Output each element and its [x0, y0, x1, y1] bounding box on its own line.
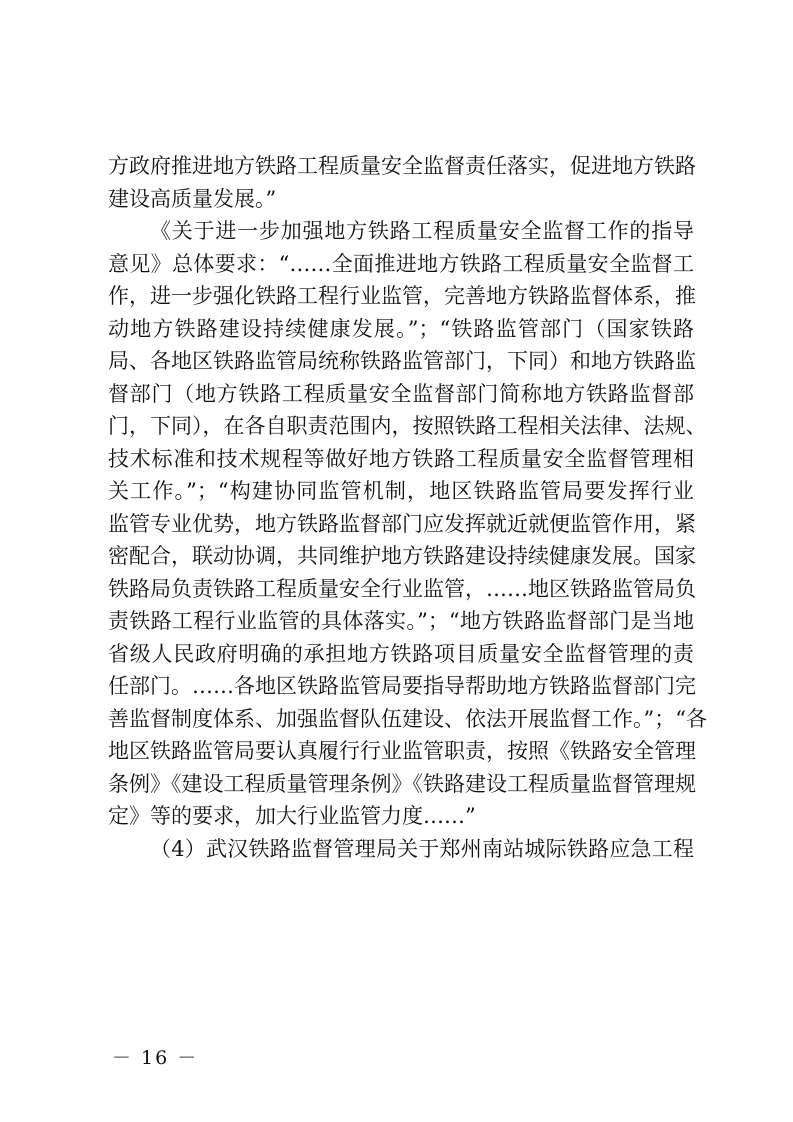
text-line: 方政府推进地方铁路工程质量安全监督责任落实，促进地方铁路 [108, 154, 696, 178]
text-line: 责铁路工程行业监管的具体落实。”；“地方铁路监督部门是当地 [108, 609, 694, 633]
body-text [108, 150, 707, 865]
text-line: 地区铁路监管局要认真履行行业监管职责，按照《铁路安全管理 [108, 739, 696, 763]
text-line: 定》等的要求，加大行业监管力度……” [108, 804, 476, 828]
text-line: 技术标准和技术规程等做好地方铁路工程质量安全监督管理相 [108, 446, 694, 471]
text-line: （4）武汉铁路监督管理局关于郑州南站城际铁路应急工程 [150, 836, 694, 861]
text-line: 铁路局负责铁路工程质量安全行业监管，……地区铁路监管局负 [108, 576, 696, 601]
text-line: 《关于进一步加强地方铁路工程质量安全监督工作的指导 [150, 219, 694, 243]
text-line: 督部门（地方铁路工程质量安全监督部门简称地方铁路监督部 [108, 381, 694, 406]
text-line: 省级人民政府明确的承担地方铁路项目质量安全监督管理的责 [108, 641, 694, 666]
text-line: 条例》《建设工程质量管理条例》《铁路建设工程质量监督管理规 [108, 771, 696, 796]
page-number: － 16 － [112, 1047, 199, 1069]
text-line: 任部门。……各地区铁路监管局要指导帮助地方铁路监督部门完 [108, 674, 696, 698]
text-line: 动地方铁路建设持续健康发展。”；“铁路监管部门（国家铁路 [108, 316, 694, 341]
text-line: 关工作。”；“构建协同监管机制，地区铁路监管局要发挥行业 [108, 479, 694, 503]
text-line: 善监督制度体系、加强监督队伍建设、依法开展监督工作。”；“各 [108, 706, 707, 731]
text-line: 作，进一步强化铁路工程行业监管，完善地方铁路监督体系，推 [108, 284, 696, 308]
text-line: 密配合，联动协调，共同维护地方铁路建设持续健康发展。国家 [108, 544, 696, 568]
text-line: 门，下同），在各自职责范围内，按照铁路工程相关法律、法规、 [108, 414, 707, 438]
text-line: 意见》总体要求：“……全面推进地方铁路工程质量安全监督工 [108, 251, 694, 276]
text-line: 建设高质量发展。” [108, 186, 277, 211]
text-line: 监管专业优势，地方铁路监督部门应发挥就近就便监管作用，紧 [108, 511, 696, 536]
text-line: 局、各地区铁路监管局统称铁路监管部门，下同）和地方铁路监 [108, 349, 696, 373]
